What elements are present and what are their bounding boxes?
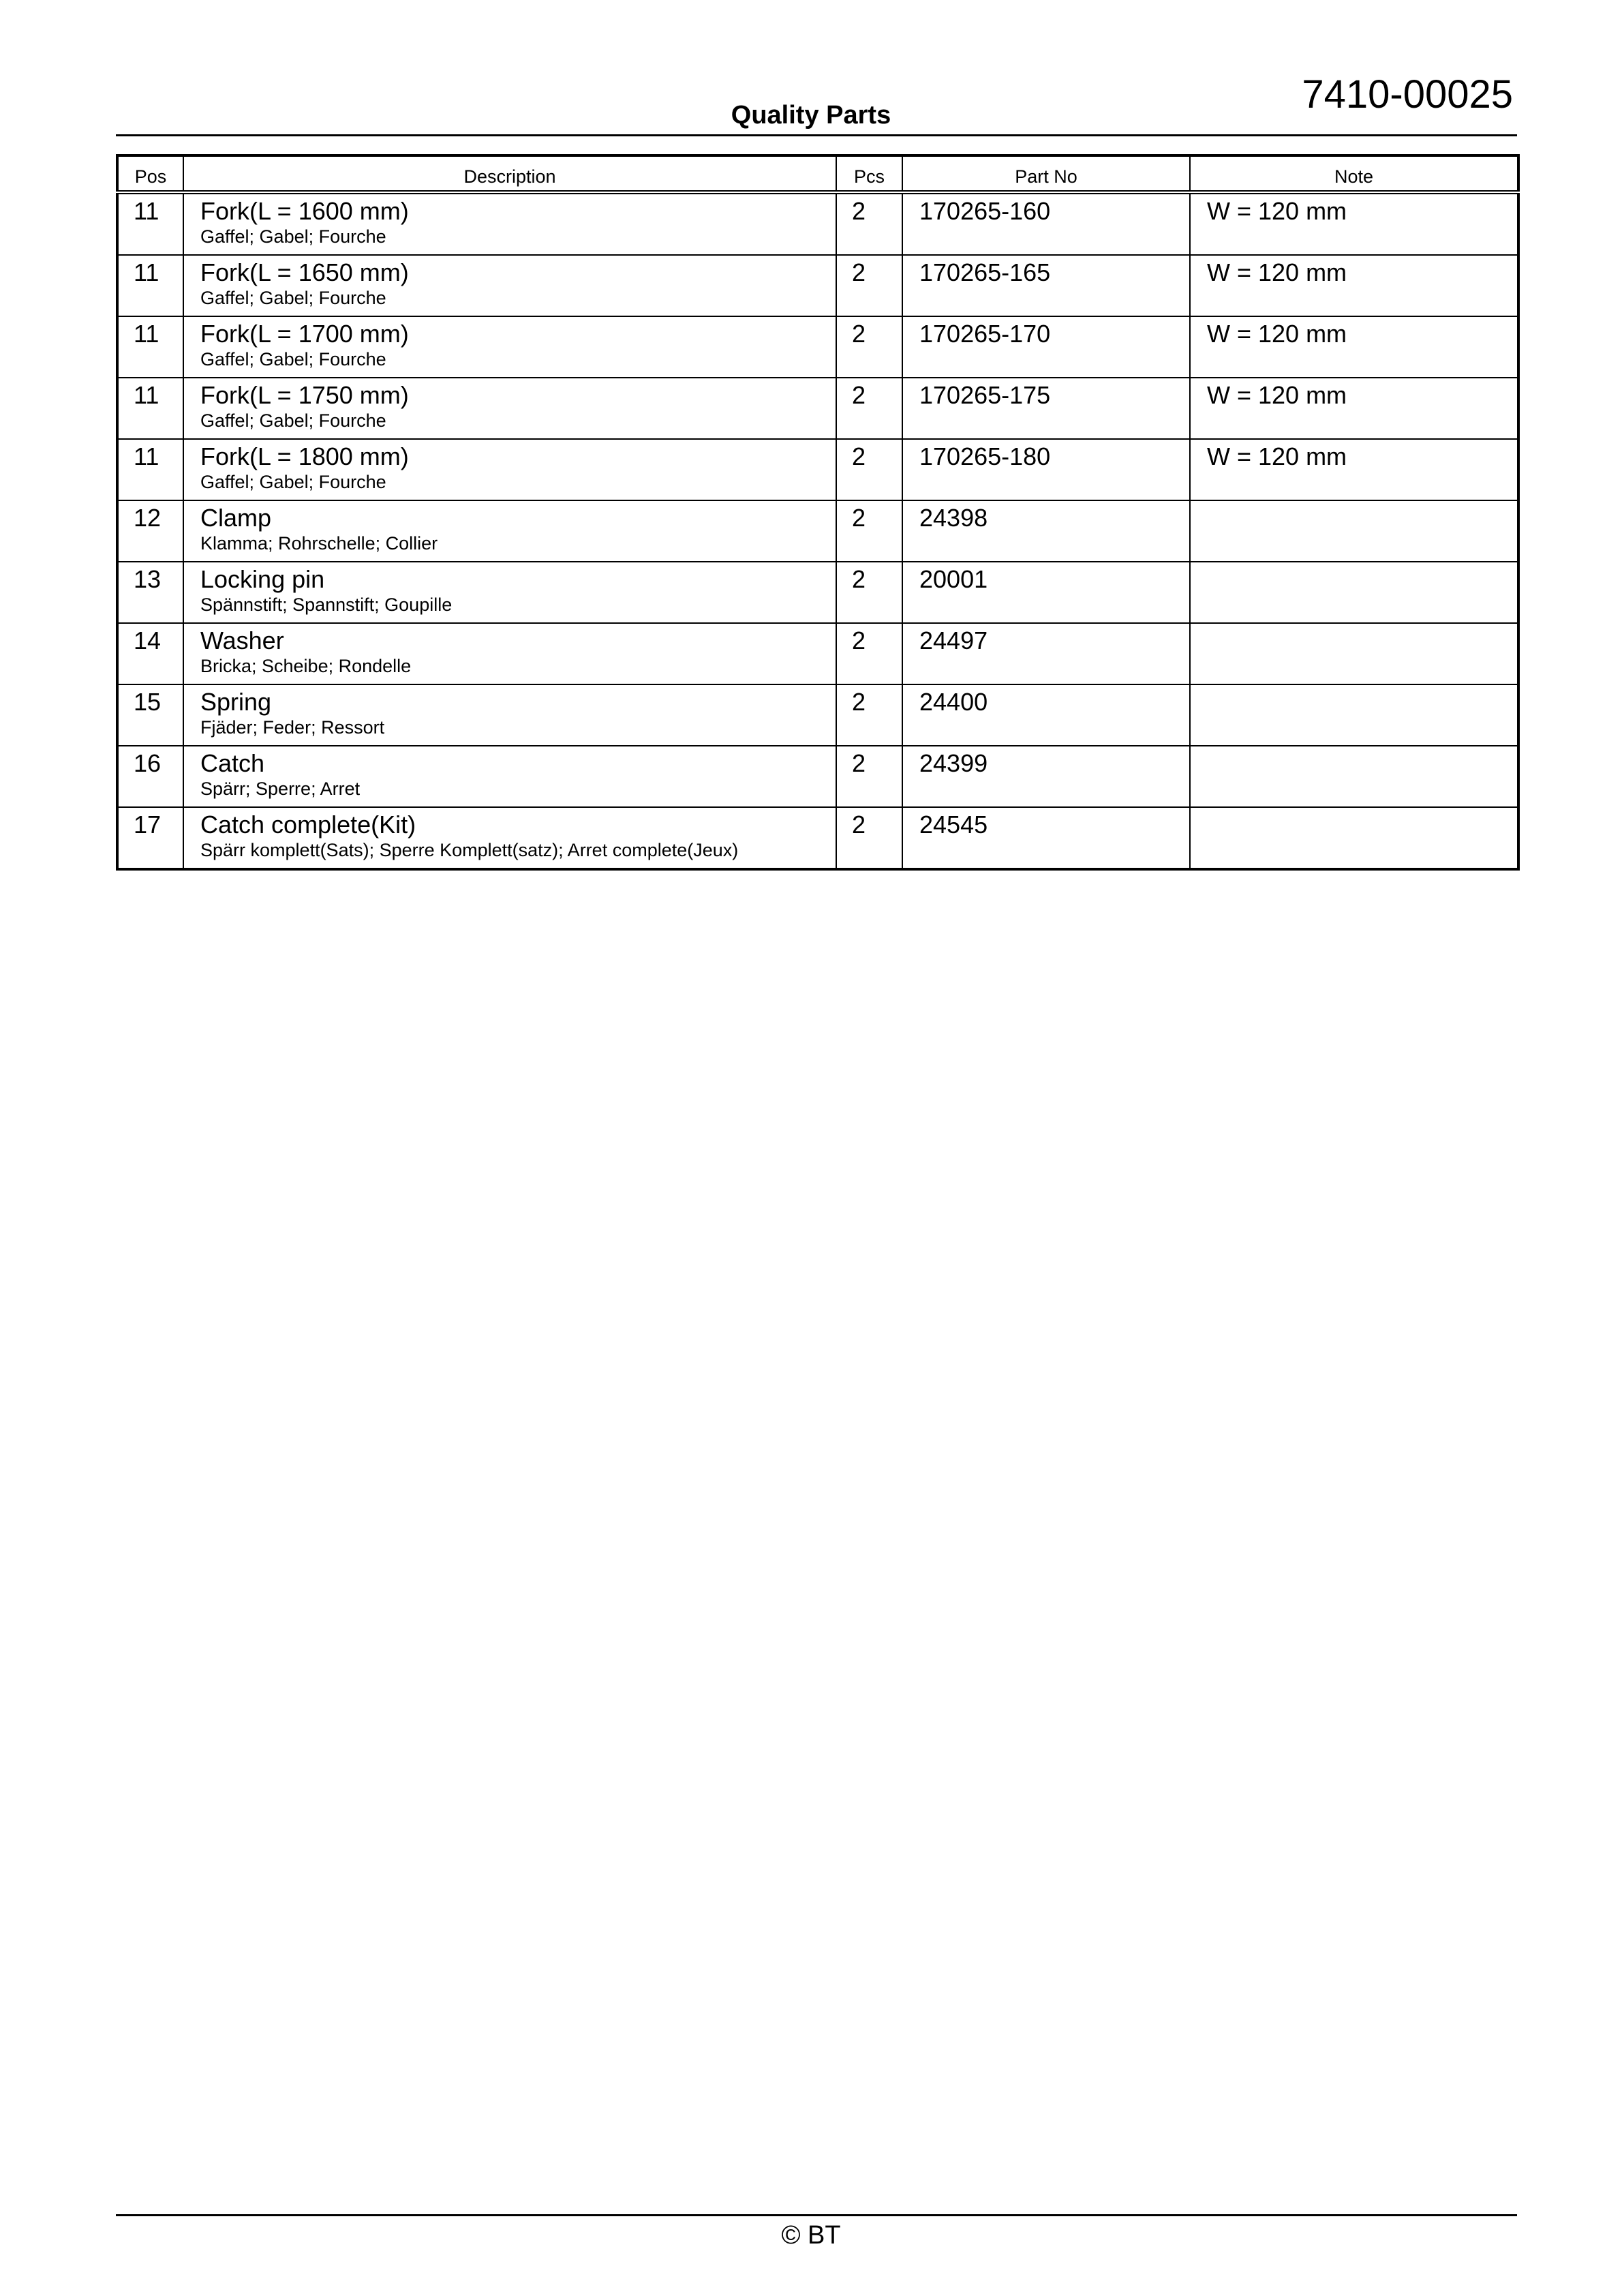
parts-group: [117, 623, 1518, 807]
pos-cell: [117, 378, 183, 439]
description-cell-text: Fork(L = 1700 mm): [200, 320, 409, 348]
description-cell-text: Clamp: [200, 504, 272, 532]
part-no-cell-text: 24497: [919, 626, 988, 654]
pos-cell-text: 12: [134, 504, 162, 532]
table-row: [117, 807, 1518, 869]
part-no-cell-text: 24400: [919, 688, 988, 716]
pos-cell: [117, 684, 183, 746]
description-cell: [183, 255, 836, 316]
description-cell-translation: Gaffel; Gabel; Fourche: [200, 472, 386, 492]
table-row: [117, 255, 1518, 316]
pos-cell-text: 13: [134, 565, 162, 593]
note-cell: [1190, 192, 1518, 255]
pcs-cell-text: 2: [852, 688, 866, 716]
footer-divider: [116, 2214, 1517, 2216]
description-cell: [183, 807, 836, 869]
pcs-cell: [836, 500, 902, 562]
pos-cell: [117, 807, 183, 869]
pos-cell: [117, 500, 183, 562]
description-cell: [183, 746, 836, 807]
column-header-part-no: Part No: [902, 155, 1190, 192]
description-cell-text: Fork(L = 1650 mm): [200, 258, 409, 286]
pcs-cell-text: 2: [852, 565, 866, 593]
part-no-cell: [902, 255, 1190, 316]
note-cell: [1190, 439, 1518, 500]
part-no-cell-text: 170265-180: [919, 442, 1051, 470]
pos-cell: [117, 192, 183, 255]
part-no-cell-text: 24398: [919, 504, 988, 532]
pcs-cell-text: 2: [852, 626, 866, 654]
table-row: [117, 192, 1518, 255]
part-no-cell: [902, 623, 1190, 684]
pos-cell-text: 11: [134, 320, 159, 348]
copyright-footer: © BT: [781, 2221, 841, 2250]
column-header-description: Description: [183, 155, 836, 192]
parts-group: [117, 192, 1518, 255]
note-cell-text: W = 120 mm: [1207, 320, 1347, 348]
note-cell: [1190, 255, 1518, 316]
note-cell-text: W = 120 mm: [1207, 381, 1347, 409]
description-cell-text: Fork(L = 1600 mm): [200, 197, 409, 225]
part-no-cell-text: 170265-160: [919, 197, 1051, 225]
description-cell-translation: Fjäder; Feder; Ressort: [200, 717, 385, 738]
table-row: [117, 746, 1518, 807]
part-no-cell: [902, 562, 1190, 623]
part-no-cell-text: 24399: [919, 749, 988, 777]
description-cell: [183, 562, 836, 623]
note-cell: [1190, 500, 1518, 562]
description-cell: [183, 684, 836, 746]
description-cell-text: Fork(L = 1750 mm): [200, 381, 409, 409]
description-cell: [183, 192, 836, 255]
pcs-cell-text: 2: [852, 320, 866, 348]
pcs-cell: [836, 439, 902, 500]
column-header-note: Note: [1190, 155, 1518, 192]
pcs-cell: [836, 378, 902, 439]
pos-cell: [117, 439, 183, 500]
pcs-cell-text: 2: [852, 381, 866, 409]
table-row: [117, 562, 1518, 623]
table-row: [117, 439, 1518, 500]
description-cell-text: Spring: [200, 688, 272, 716]
table-row: [117, 684, 1518, 746]
pos-cell: [117, 255, 183, 316]
part-no-cell-text: 170265-175: [919, 381, 1051, 409]
pos-cell-text: 11: [134, 258, 159, 286]
note-cell: [1190, 562, 1518, 623]
pcs-cell-text: 2: [852, 749, 866, 777]
pos-cell-text: 11: [134, 381, 159, 409]
note-cell-text: W = 120 mm: [1207, 442, 1347, 470]
part-no-cell: [902, 192, 1190, 255]
pcs-cell: [836, 255, 902, 316]
part-no-cell: [902, 500, 1190, 562]
pcs-cell: [836, 746, 902, 807]
description-cell-text: Locking pin: [200, 565, 325, 593]
pcs-cell: [836, 562, 902, 623]
description-cell-translation: Bricka; Scheibe; Rondelle: [200, 656, 412, 676]
column-header-pcs: Pcs: [836, 155, 902, 192]
description-cell-translation: Klamma; Rohrschelle; Collier: [200, 533, 438, 554]
pcs-cell-text: 2: [852, 811, 866, 839]
part-no-cell-text: 20001: [919, 565, 988, 593]
pos-cell: [117, 562, 183, 623]
column-header-pos: Pos: [117, 155, 183, 192]
pcs-cell-text: 2: [852, 258, 866, 286]
pcs-cell: [836, 192, 902, 255]
part-no-cell: [902, 439, 1190, 500]
pcs-cell: [836, 623, 902, 684]
pos-cell-text: 11: [134, 197, 159, 225]
pos-cell-text: 16: [134, 749, 162, 777]
parts-group: [117, 439, 1518, 623]
part-no-cell-text: 170265-165: [919, 258, 1051, 286]
pos-cell-text: 17: [134, 811, 162, 839]
table-row: [117, 623, 1518, 684]
pos-cell-text: 15: [134, 688, 162, 716]
description-cell-text: Washer: [200, 626, 284, 654]
note-cell: [1190, 807, 1518, 869]
header-divider: [116, 134, 1517, 136]
description-cell-translation: Gaffel; Gabel; Fourche: [200, 226, 386, 247]
note-cell: [1190, 378, 1518, 439]
description-cell: [183, 500, 836, 562]
pos-cell-text: 14: [134, 626, 162, 654]
part-no-cell: [902, 746, 1190, 807]
description-cell: [183, 439, 836, 500]
part-no-cell: [902, 316, 1190, 378]
description-cell-translation: Gaffel; Gabel; Fourche: [200, 349, 386, 369]
parts-table-header: [117, 155, 1518, 192]
description-cell-translation: Gaffel; Gabel; Fourche: [200, 288, 386, 308]
table-row: [117, 316, 1518, 378]
description-cell: [183, 316, 836, 378]
description-cell-text: Catch: [200, 749, 265, 777]
description-cell-translation: Spärr komplett(Sats); Sperre Komplett(satz); Arret complete(Jeux): [200, 840, 739, 860]
parts-group: [117, 255, 1518, 439]
pos-cell-text: 11: [134, 442, 159, 470]
description-cell: [183, 378, 836, 439]
part-no-cell-text: 170265-170: [919, 320, 1051, 348]
table-row: [117, 378, 1518, 439]
description-cell-text: Catch complete(Kit): [200, 811, 416, 839]
note-cell-text: W = 120 mm: [1207, 258, 1347, 286]
pos-cell: [117, 746, 183, 807]
document-number: 7410-00025: [1302, 72, 1513, 117]
part-no-cell: [902, 378, 1190, 439]
note-cell: [1190, 316, 1518, 378]
note-cell: [1190, 746, 1518, 807]
pcs-cell: [836, 684, 902, 746]
parts-group: [117, 807, 1518, 869]
note-cell: [1190, 623, 1518, 684]
pcs-cell-text: 2: [852, 442, 866, 470]
description-cell-translation: Gaffel; Gabel; Fourche: [200, 410, 386, 431]
pos-cell: [117, 623, 183, 684]
pcs-cell-text: 2: [852, 197, 866, 225]
description-cell-translation: Spärr; Sperre; Arret: [200, 779, 361, 799]
description-cell: [183, 623, 836, 684]
pcs-cell-text: 2: [852, 504, 866, 532]
description-cell-text: Fork(L = 1800 mm): [200, 442, 409, 470]
parts-table: [116, 154, 1520, 871]
description-cell-translation: Spännstift; Spannstift; Goupille: [200, 594, 453, 615]
page-title: Quality Parts: [731, 101, 891, 130]
pos-cell: [117, 316, 183, 378]
note-cell-text: W = 120 mm: [1207, 197, 1347, 225]
pcs-cell: [836, 316, 902, 378]
note-cell: [1190, 684, 1518, 746]
pcs-cell: [836, 807, 902, 869]
part-no-cell-text: 24545: [919, 811, 988, 839]
header-row: [117, 155, 1518, 192]
part-no-cell: [902, 684, 1190, 746]
table-row: [117, 500, 1518, 562]
part-no-cell: [902, 807, 1190, 869]
